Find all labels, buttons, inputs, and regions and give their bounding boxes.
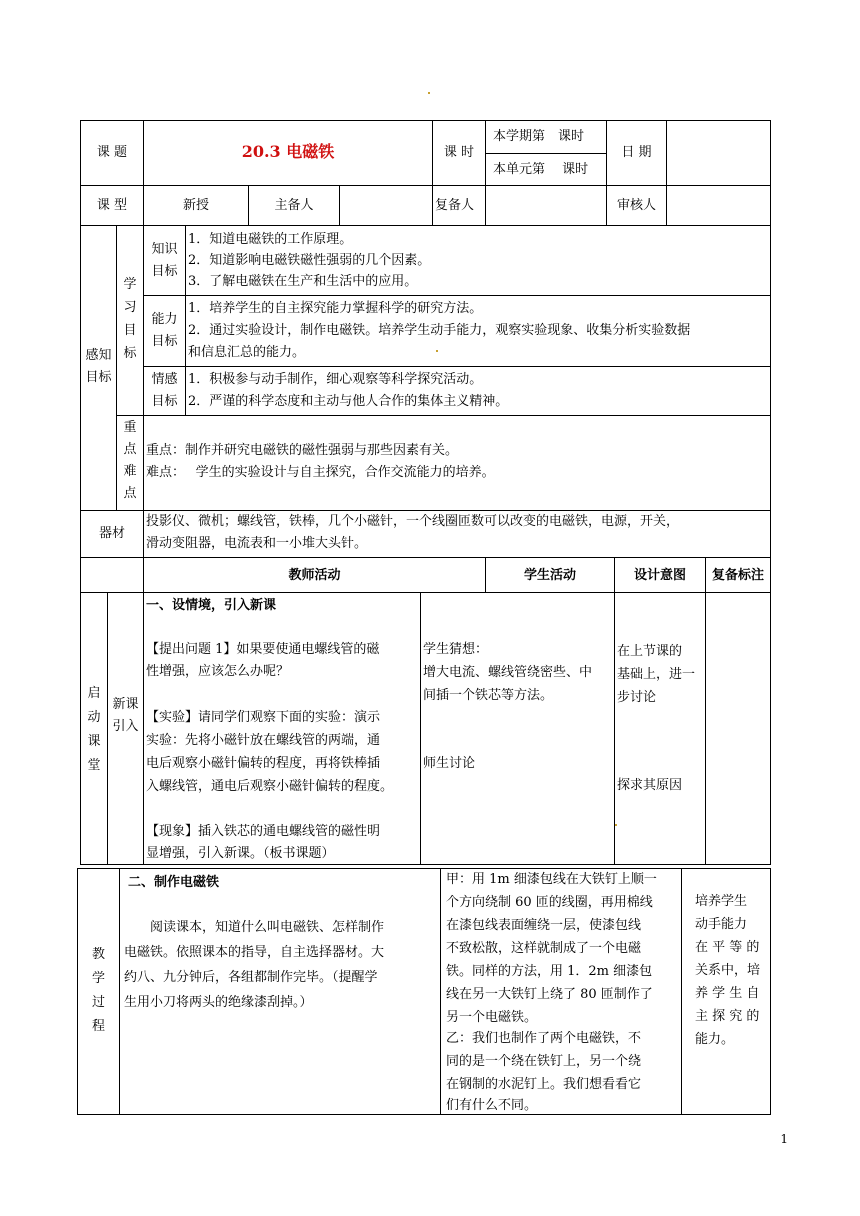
process-label: 学 <box>91 971 105 986</box>
title-label: 课 题 <box>96 145 128 160</box>
start-class-label: 堂 <box>87 758 101 773</box>
ability-line: 1．培养学生的自主探究能力掌握科学的研究方法。 <box>188 301 483 316</box>
ability-line: 2．通过实验设计，制作电磁铁。培养学生动手能力，观察实验现象、收集分析实验数据 <box>188 323 691 338</box>
hours-label: 课 时 <box>443 145 475 160</box>
key-label: 难 <box>123 464 137 479</box>
design-line: 培养学生 <box>695 894 748 909</box>
cell-re-value <box>485 185 607 226</box>
ability-label: 目标 <box>151 334 178 349</box>
student-line: 铁。同样的方法，用 1．2m 细漆包 <box>446 964 653 979</box>
cell-teacher-activity-2 <box>119 868 441 1115</box>
section1-heading: 一、设情境，引入新课 <box>146 598 277 613</box>
main-preparer-label: 主备人 <box>274 198 314 213</box>
date-label: 日 期 <box>621 145 652 160</box>
phenomenon-line: 显增强，引入新课。（板书课题） <box>146 846 335 861</box>
student-line: 们有什么不同。 <box>446 1098 538 1113</box>
new-lesson-label: 引入 <box>112 719 139 734</box>
knowledge-line: 3．了解电磁铁在生产和生活中的应用。 <box>188 274 418 289</box>
section2-heading: 二、制作电磁铁 <box>128 875 220 890</box>
question-line: 【提出问题 1】如果要使通电螺线管的磁 <box>146 642 380 657</box>
equipment-line: 投影仪、微机；螺线管，铁棒，几个小磁针，一个线圈匝数可以改变的电磁铁，电源，开关， <box>146 514 680 529</box>
reviewer-label: 审核人 <box>616 198 656 213</box>
student-line: 不致松散，这样就制成了一个电磁 <box>446 941 642 956</box>
cell-main-value <box>339 185 433 226</box>
knowledge-line: 2．知道影响电磁铁磁性强弱的几个因素。 <box>188 253 431 268</box>
equipment-line: 滑动变阻器，电流表和一小堆大头针。 <box>146 536 368 551</box>
cell-review-value <box>666 185 771 226</box>
phenomenon-line: 【现象】插入铁芯的通电螺线管的磁性明 <box>146 824 381 839</box>
experiment-line: 入螺线管，通电后观察小磁针偏转的程度。 <box>146 779 394 794</box>
teacher-line: 约八、九分钟后，各组都制作完毕。（提醒学 <box>124 970 378 985</box>
header-student: 学生活动 <box>523 568 576 583</box>
study-label: 标 <box>123 346 137 361</box>
unit-hour: 本单元第 课时 <box>493 162 589 177</box>
key-label: 点 <box>123 486 137 501</box>
study-label: 习 <box>123 300 137 315</box>
header-teacher: 教师活动 <box>288 568 341 583</box>
start-class-label: 课 <box>87 734 101 749</box>
knowledge-line: 1．知道电磁铁的工作原理。 <box>188 232 353 247</box>
key-label: 点 <box>123 442 137 457</box>
knowledge-label: 知识 <box>151 242 178 257</box>
design-line: 步讨论 <box>617 690 657 705</box>
student-line: 增大电流、螺线管绕密些、中 <box>423 665 593 680</box>
process-label: 教 <box>91 947 105 962</box>
design-line: 关系中，培 <box>695 963 761 978</box>
lesson-type: 新授 <box>182 198 209 213</box>
emotion-label: 目标 <box>151 394 178 409</box>
type-label: 课 型 <box>96 198 128 213</box>
perception-label-1: 感知 <box>85 348 112 363</box>
student-discussion: 师生讨论 <box>423 756 476 771</box>
cell-knowledge-label <box>143 225 186 296</box>
design-line: 在上节课的 <box>617 644 683 659</box>
student-line: 个方向绕制 60 匝的线圈，再用棉线 <box>446 895 653 910</box>
speck <box>428 92 430 94</box>
speck <box>615 824 617 826</box>
equipment-label: 器材 <box>98 526 125 541</box>
experiment-line: 实验：先将小磁针放在螺线管的两端，通 <box>146 733 381 748</box>
page-number: 1 <box>780 1132 788 1146</box>
key-line: 难点： 学生的实验设计与自主探究，合作交流能力的培养。 <box>146 465 495 480</box>
student-line: 在漆包线表面缠绕一层，使漆包线 <box>446 918 642 933</box>
experiment-line: 【实验】请同学们观察下面的实验：演示 <box>146 710 381 725</box>
design-line: 主 探 究 的 <box>695 1009 760 1024</box>
cell-header-blank <box>80 557 144 593</box>
study-label: 学 <box>123 277 137 292</box>
student-line: 学生猜想： <box>423 642 489 657</box>
cell-student-activity-1 <box>420 592 615 865</box>
process-label: 过 <box>91 995 105 1010</box>
key-label: 重 <box>123 420 137 435</box>
header-design: 设计意图 <box>633 568 686 583</box>
student-line: 间插一个铁芯等方法。 <box>423 688 554 703</box>
design-line: 能力。 <box>695 1032 735 1047</box>
student-line: 线在另一大铁钉上绕了 80 匝制作了 <box>446 987 653 1002</box>
emotion-label: 情感 <box>151 372 178 387</box>
student-line: 甲：用 1m 细漆包线在大铁钉上顺一 <box>446 872 657 887</box>
ability-label: 能力 <box>151 312 178 327</box>
semester-hour: 本学期第 课时 <box>493 129 585 144</box>
student-line: 乙：我们也制作了两个电磁铁，不 <box>446 1031 642 1046</box>
student-line: 另一个电磁铁。 <box>446 1010 538 1025</box>
key-line: 重点：制作并研究电磁铁的磁性强弱与那些因素有关。 <box>146 443 459 458</box>
cell-start-class <box>80 592 108 865</box>
perception-label-2: 目标 <box>85 370 112 385</box>
process-label: 程 <box>91 1019 105 1034</box>
start-class-label: 启 <box>87 686 101 701</box>
emotion-line: 1．积极参与动手制作，细心观察等科学探究活动。 <box>188 372 483 387</box>
teacher-line: 生用小刀将两头的绝缘漆刮掉。） <box>124 995 313 1010</box>
speck <box>436 350 438 352</box>
design-line: 在 平 等 的 <box>695 940 760 955</box>
cell-design-1 <box>614 592 706 865</box>
cell-ability-label <box>143 295 186 367</box>
ability-line: 和信息汇总的能力。 <box>188 345 306 360</box>
teacher-line: 电磁铁。依照课本的指导，自主选择器材。大 <box>124 945 385 960</box>
design-line: 养 学 生 自 <box>695 986 760 1001</box>
knowledge-label: 目标 <box>151 264 178 279</box>
start-class-label: 动 <box>87 710 101 725</box>
cell-teaching-process <box>77 868 120 1115</box>
page-title: 20.3 电磁铁 <box>241 142 335 161</box>
teacher-line: 阅读课本，知道什么叫电磁铁、怎样制作 <box>124 920 385 935</box>
emotion-line: 2．严谨的科学态度和主动与他人合作的集体主义精神。 <box>188 394 509 409</box>
question-line: 性增强，应该怎么办呢？ <box>146 664 290 679</box>
design-line: 探求其原因 <box>617 778 683 793</box>
design-line: 动手能力 <box>695 917 748 932</box>
student-line: 在钢制的水泥钉上。我们想看看它 <box>446 1077 642 1092</box>
cell-renote-1 <box>705 592 771 865</box>
header-renote: 复备标注 <box>711 568 764 583</box>
student-line: 同的是一个绕在铁钉上，另一个绕 <box>446 1054 642 1069</box>
experiment-line: 电后观察小磁针偏转的程度，再将铁棒插 <box>146 756 381 771</box>
study-label: 目 <box>123 323 137 338</box>
new-lesson-label: 新课 <box>112 697 139 712</box>
design-line: 基础上，进一 <box>617 667 696 682</box>
re-preparer-label: 复备人 <box>435 198 475 213</box>
cell-date-value <box>666 120 771 186</box>
